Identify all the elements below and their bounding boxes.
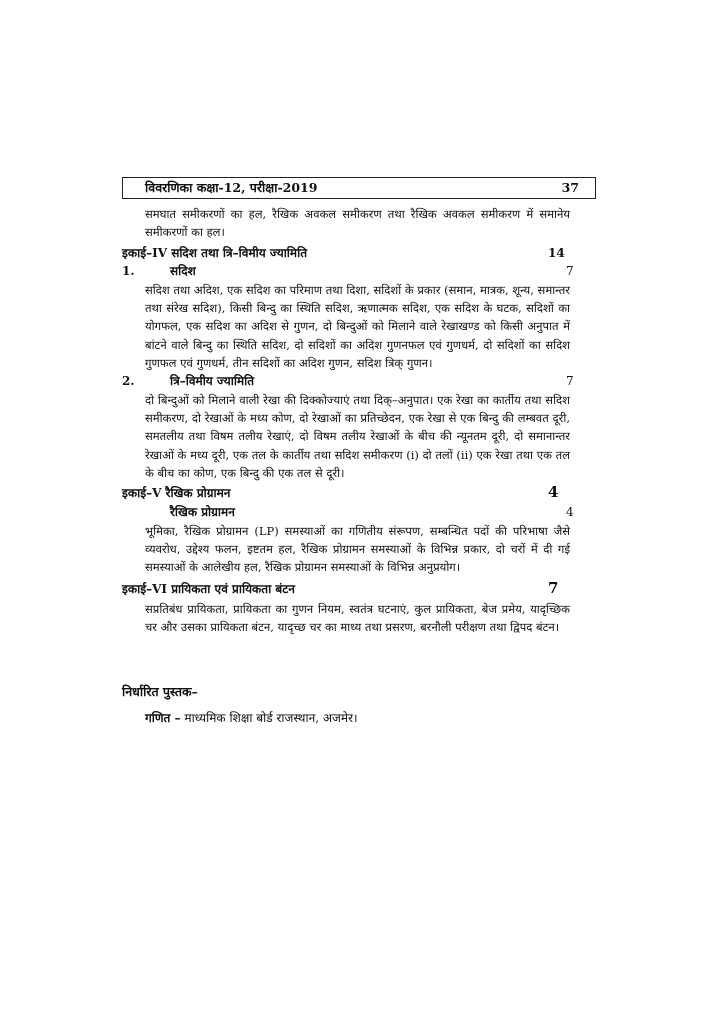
- section2-title: त्रि–विमीय ज्यामिति: [170, 374, 255, 388]
- page-number: 37: [561, 180, 579, 195]
- unit5-section-marks: 4: [566, 505, 574, 519]
- section1-marks: 7: [566, 264, 574, 278]
- books-publisher: माध्यमिक शिक्षा बोर्ड राजस्थान, अजमेर।: [184, 711, 358, 725]
- unit6-marks: 7: [548, 579, 559, 597]
- section2-marks: 7: [566, 374, 574, 388]
- unit5-text: भूमिका, रैखिक प्रोग्रामन (LP) समस्याओं का गणितीय संरूपण, सम्बन्धित पदों की परिभाषा जैसे व्यवरोध, उद्देश्य फलन, इष्टतम हल, रैखिक प्रोग्रामन समस्याओं के विभिन्न प्रकार, दो चरों में दी गई समस्याओं के आलेखीय हल, रैखिक प्रोग्रामन समस्याओं के विभिन्न अनुप्रयोग।: [145, 524, 570, 575]
- unit4-title: इकाई–IV सदिश तथा त्रि–विमीय ज्यामिति: [122, 246, 308, 260]
- header-title: विवरणिका कक्षा-12, परीक्षा-2019: [145, 180, 318, 195]
- unit6-text: सप्रतिबंध प्रायिकता, प्रायिकता का गुणन नियम, स्वतंत्र घटनाएं, कुल प्रायिकता, बेज प्रमेय, यादृच्छिक चर और उसका प्रायिकता बंटन, यादृच्छ चर का माध्य तथा प्रसरण, बरनौली परीक्षण तथा द्विपद बंटन।: [145, 602, 570, 635]
- books-line: [145, 709, 358, 726]
- unit4-marks: 14: [548, 246, 565, 260]
- section1-number: 1.: [122, 264, 135, 278]
- unit6-title: इकाई–VI प्रायिकता एवं प्रायिकता बंटन: [122, 582, 295, 596]
- section1-text: सदिश तथा अदिश, एक सदिश का परिमाण तथा दिशा, सदिशों के प्रकार (समान, मात्रक, शून्य, समान्तर तथा संरेख सदिश), किसी बिन्दु का स्थिति सदिश, ऋणात्मक सदिश, एक सदिश के घटक, सदिशों का योगफल, एक सदिश का अदिश से गुणन, दो बिन्दुओं को मिलाने वाले रेखाखण्ड को किसी अनुपात में बांटने वाले बिन्दु का स्थिति सदिश, दो सदिशों का अदिश गुणनफल एवं गुणधर्म, दो सदिशों का सदिश गुणफल एवं गुणधर्म, तीन सदिशों का अदिश गुणन, सदिश त्रिक् गुणन।: [145, 283, 570, 370]
- section2-text: दो बिन्दुओं को मिलाने वाली रेखा की दिक्कोज्याएं तथा दिक्–अनुपात। एक रेखा का कार्तीय तथा सदिश समीकरण, दो रेखाओं के मध्य कोण, दो रेखाओं का प्रतिच्छेदन, एक रेखा से एक बिन्दु की लम्बवत दूरी, समतलीय तथा विषम तलीय रेखाएं, दो विषम तलीय रेखाओं के बीच की न्यूनतम दूरी, दो समानान्तर रेखाओं के मध्य दूरी, एक तल के कार्तीय तथा सदिश समीकरण (i) दो तलों (ii) एक रेखा तथा एक तल के बीच का कोण, एक बिन्दु की एक तल से दूरी।: [145, 393, 570, 480]
- unit5-marks: 4: [548, 483, 559, 501]
- books-subject: गणित –: [145, 711, 181, 725]
- intro-paragraph: समघात समीकरणों का हल, रैखिक अवकल समीकरण तथा रैखिक अवकल समीकरण में समानेय समीकरणों का हल।: [145, 207, 570, 240]
- unit5-title: इकाई–V रैखिक प्रोग्रामन: [122, 486, 231, 500]
- section2-number: 2.: [122, 374, 135, 388]
- page-header: [122, 177, 596, 199]
- unit5-section-title: रैखिक प्रोग्रामन: [170, 505, 235, 519]
- section1-title: सदिश: [170, 264, 196, 278]
- books-heading: निर्धारित पुस्तक–: [122, 684, 198, 699]
